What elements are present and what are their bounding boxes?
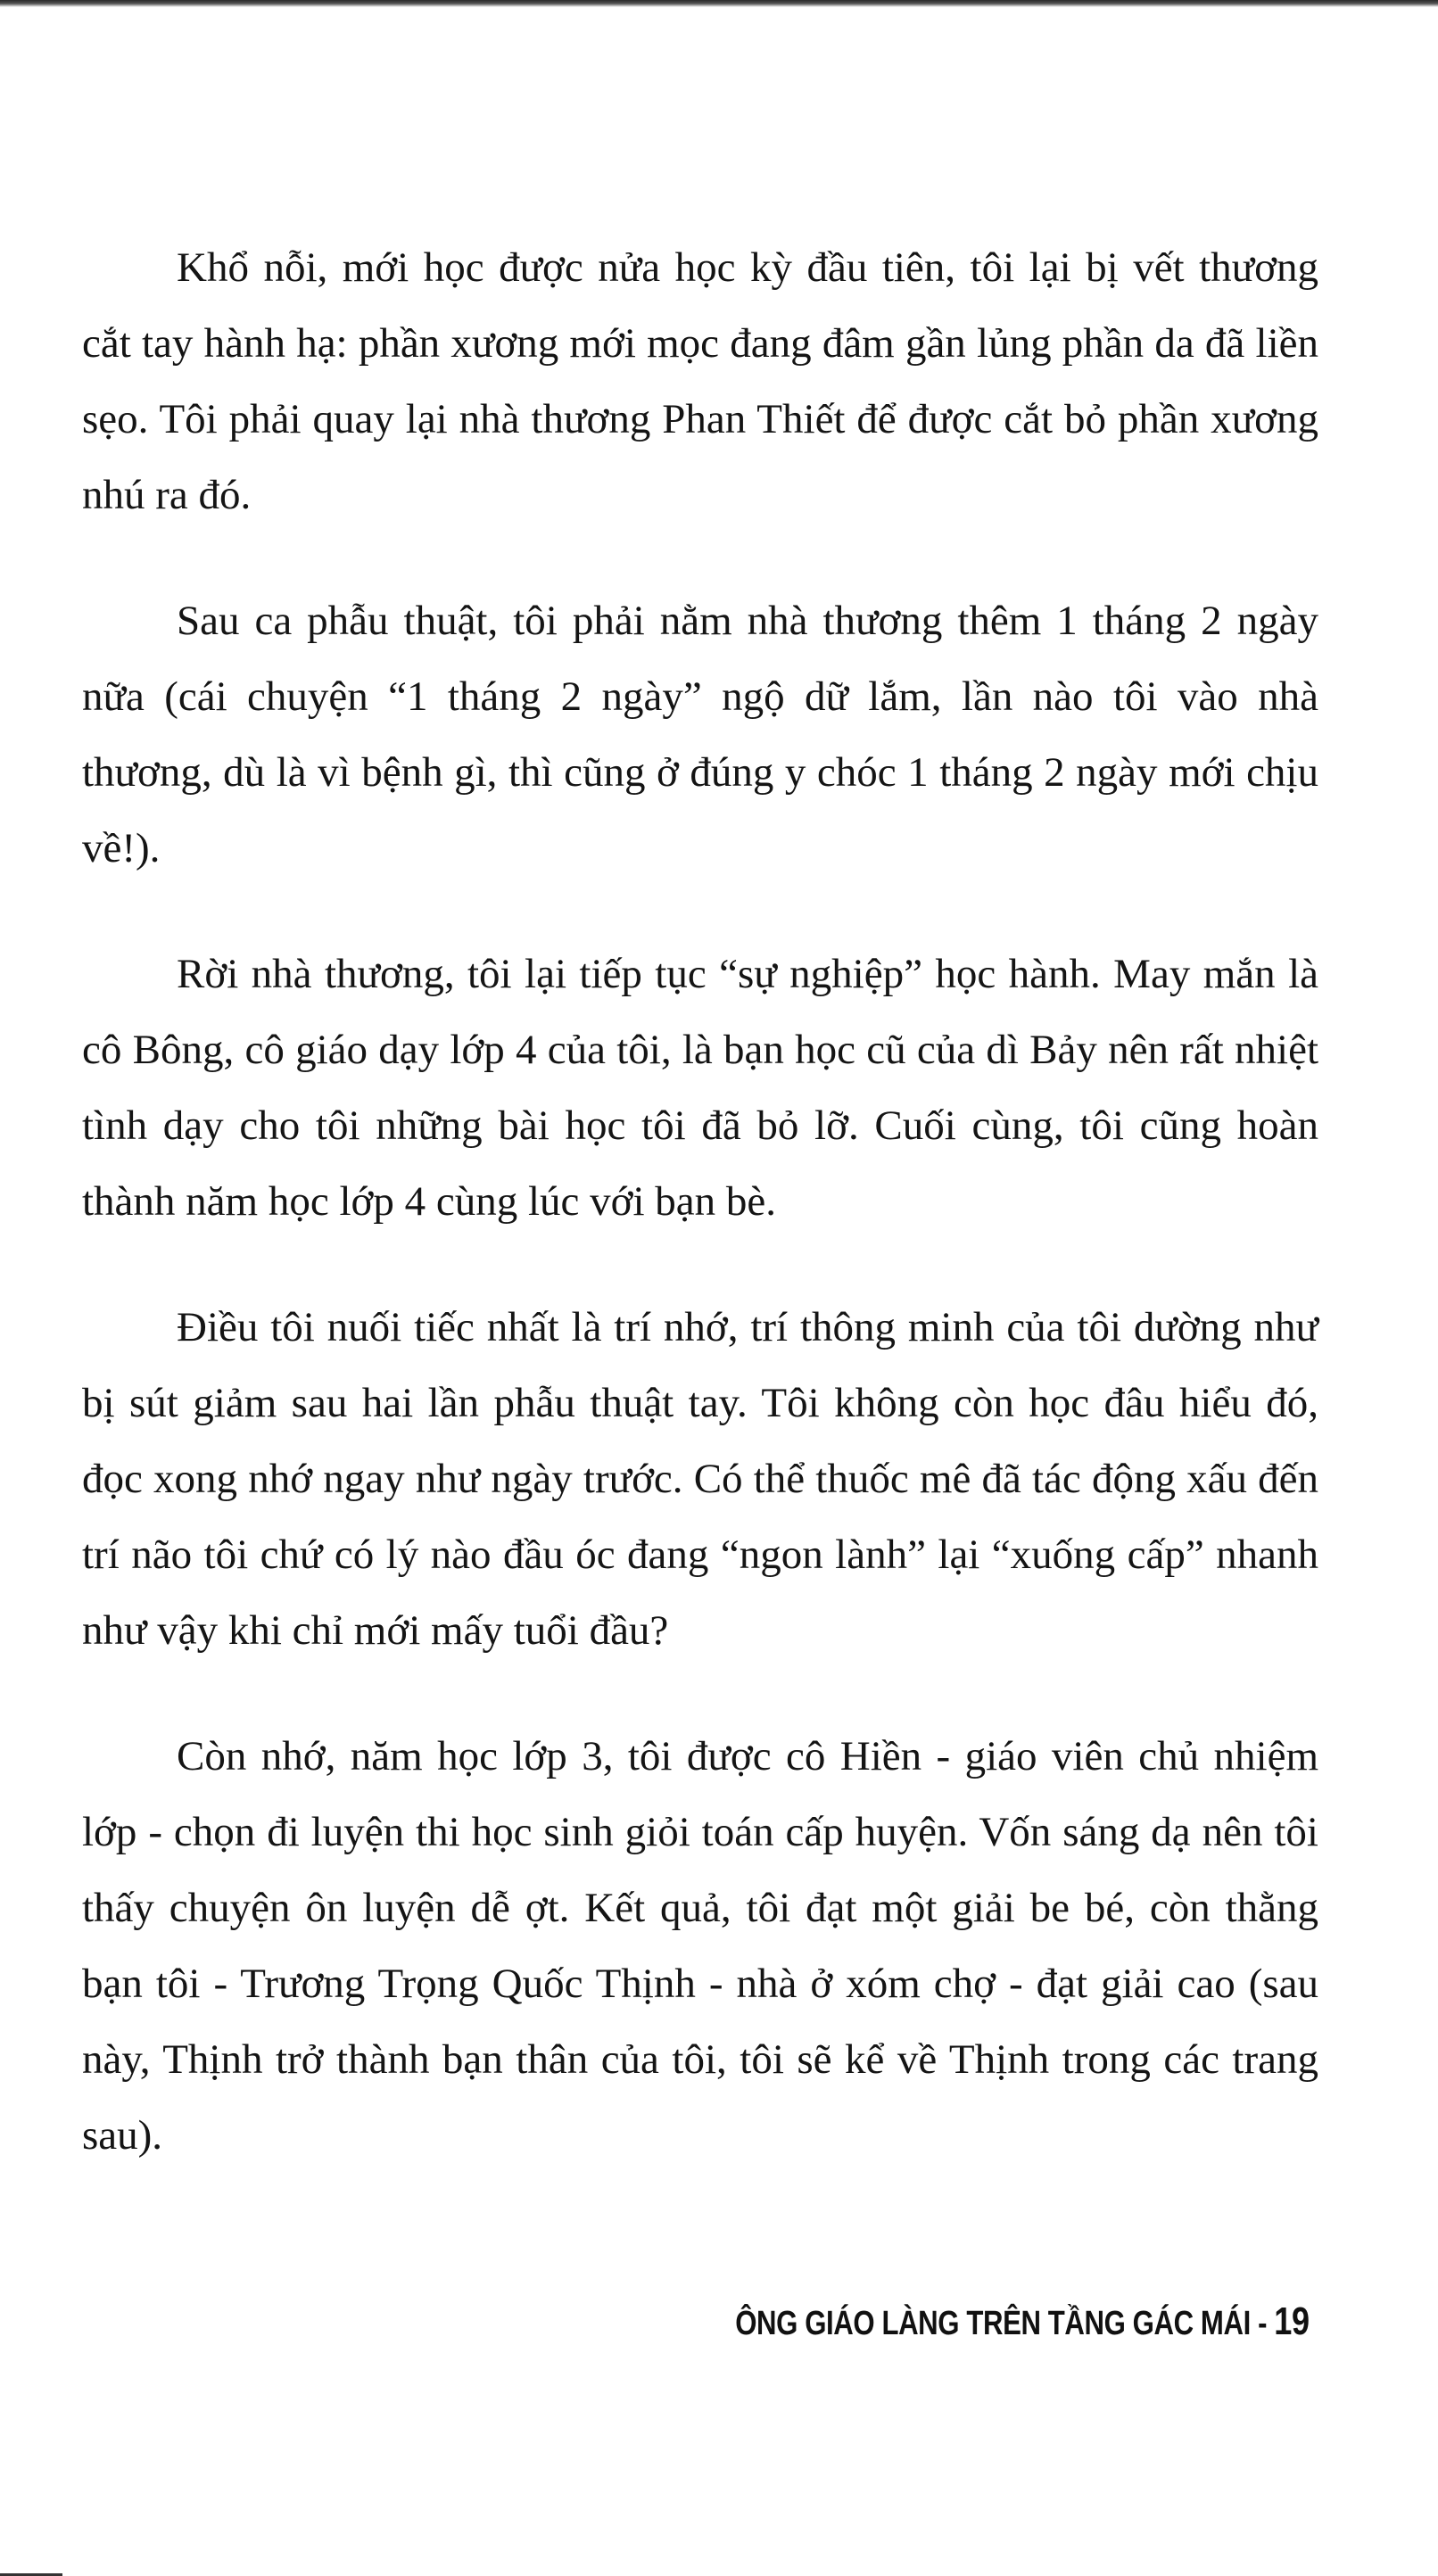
page-top-edge <box>0 0 1438 7</box>
page-number: 19 <box>1274 2299 1310 2343</box>
paragraph-5: Còn nhớ, năm học lớp 3, tôi được cô Hiền - giáo viên chủ nhiệm lớp - chọn đi luyện thi học sinh giỏi toán cấp huyện. Vốn sáng dạ nên tôi thấy chuyện ôn luyện dễ ợt. Kết quả, tôi đạt một giải be bé, còn thằng bạn tôi - Trương Trọng Quốc Thịnh - nhà ở xóm chợ - đạt giải cao (sau này, Thịnh trở thành bạn thân của tôi, tôi sẽ kể về Thịnh trong các trang sau). <box>82 1733 1318 2159</box>
paragraph-2: Sau ca phẫu thuật, tôi phải nằm nhà thương thêm 1 tháng 2 ngày nữa (cái chuyện “1 tháng 2 ngày” ngộ dữ lắm, lần nào tôi vào nhà thương, dù là vì bệnh gì, thì cũng ở đúng y chóc 1 tháng 2 ngày mới chịu về!). <box>82 598 1318 871</box>
running-footer <box>736 2299 1310 2344</box>
footer-book-title: ÔNG GIÁO LÀNG TRÊN TẦNG GÁC MÁI <box>735 2305 1252 2342</box>
paragraph-4: Điều tôi nuối tiếc nhất là trí nhớ, trí thông minh của tôi dường như bị sút giảm sau hai lần phẫu thuật tay. Tôi không còn học đâu hiểu đó, đọc xong nhớ ngay như ngày trước. Có thể thuốc mê đã tác động xấu đến trí não tôi chứ có lý nào đầu óc đang “ngon lành” lại “xuống cấp” nhanh như vậy khi chỉ mới mấy tuổi đầu? <box>82 1304 1318 1654</box>
footer-separator: - <box>1251 2305 1275 2342</box>
page-body <box>82 230 1318 2224</box>
paragraph-3: Rời nhà thương, tôi lại tiếp tục “sự nghiệp” học hành. May mắn là cô Bông, cô giáo dạy lớp 4 của tôi, là bạn học cũ của dì Bảy nên rất nhiệt tình dạy cho tôi những bài học tôi đã bỏ lỡ. Cuối cùng, tôi cũng hoàn thành năm học lớp 4 cùng lúc với bạn bè. <box>82 951 1318 1225</box>
paragraph-1: Khổ nỗi, mới học được nửa học kỳ đầu tiên, tôi lại bị vết thương cắt tay hành hạ: phần xương mới mọc đang đâm gần lủng phần da đã liền sẹo. Tôi phải quay lại nhà thương Phan Thiết để được cắt bỏ phần xương nhú ra đó. <box>82 244 1318 518</box>
